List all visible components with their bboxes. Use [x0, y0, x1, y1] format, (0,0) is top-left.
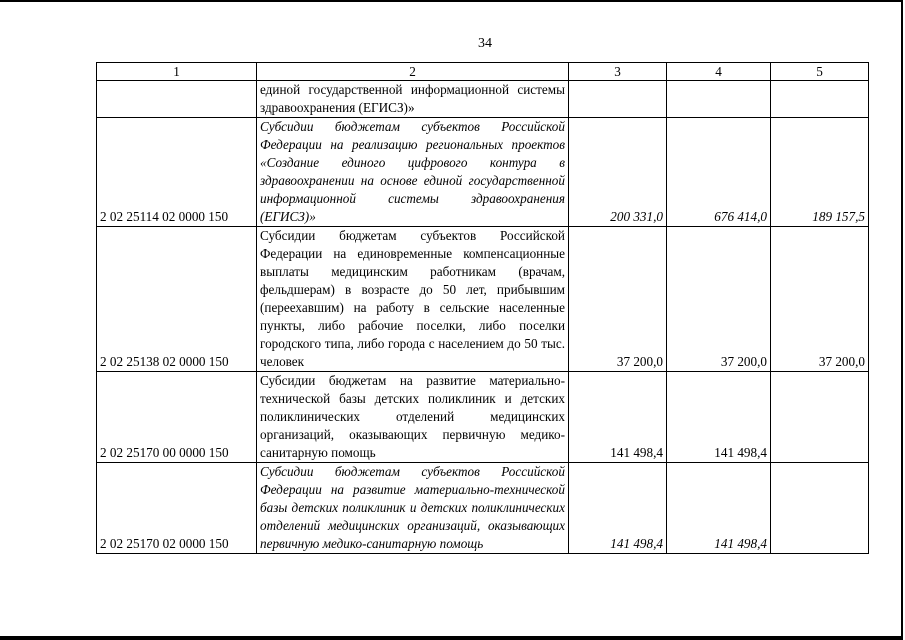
table-row [97, 81, 869, 118]
budget-code-cell: 2 02 25170 00 0000 150 [97, 372, 257, 463]
amount-cell-col4: 37 200,0 [667, 227, 771, 372]
budget-code-cell: 2 02 25170 02 0000 150 [97, 463, 257, 554]
column-header: 2 [257, 63, 569, 81]
amount-cell-col5 [771, 372, 869, 463]
amount-cell-col5 [771, 463, 869, 554]
page-number: 34 [478, 36, 492, 51]
table-header-row [97, 63, 869, 81]
column-header: 4 [667, 63, 771, 81]
description-cell: Субсидии бюджетам на развитие материально-технической базы детских поликлиник и детских поликлинических отделений медицинских организаций, оказывающих первичную медико-санитарную помощь [257, 372, 569, 463]
budget-code-cell: 2 02 25138 02 0000 150 [97, 227, 257, 372]
amount-cell-col4: 676 414,0 [667, 118, 771, 227]
description-cell: Субсидии бюджетам субъектов Российской Федерации на реализацию региональных проектов «Создание единого цифрового контура в здравоохранении на основе единой государственной информационной системы здравоохранения (ЕГИСЗ)» [257, 118, 569, 227]
amount-cell-col3 [569, 81, 667, 118]
budget-code-cell [97, 81, 257, 118]
amount-cell-col3: 141 498,4 [569, 372, 667, 463]
table-row [97, 227, 869, 372]
amount-cell-col4 [667, 81, 771, 118]
amount-cell-col5: 189 157,5 [771, 118, 869, 227]
table-row [97, 372, 869, 463]
description-cell: Субсидии бюджетам субъектов Российской Федерации на единовременные компенсационные выплаты медицинским работникам (врачам, фельдшерам) в возрасте до 50 лет, прибывшим (переехавшим) на работу в сельские населенные пункты, либо рабочие поселки, либо поселки городского типа, либо города с населением до 50 тыс. человек [257, 227, 569, 372]
budget-code-cell: 2 02 25114 02 0000 150 [97, 118, 257, 227]
amount-cell-col3: 141 498,4 [569, 463, 667, 554]
description-cell: единой государственной информационной системы здравоохранения (ЕГИСЗ)» [257, 81, 569, 118]
column-header: 5 [771, 63, 869, 81]
amount-cell-col4: 141 498,4 [667, 463, 771, 554]
table-row [97, 118, 869, 227]
amount-cell-col5: 37 200,0 [771, 227, 869, 372]
amount-cell-col3: 200 331,0 [569, 118, 667, 227]
amount-cell-col3: 37 200,0 [569, 227, 667, 372]
description-cell: Субсидии бюджетам субъектов Российской Федерации на развитие материально-технической базы детских поликлиник и детских поликлинических отделений медицинских организаций, оказывающих первичную медико-санитарную помощь [257, 463, 569, 554]
table-row [97, 463, 869, 554]
column-header: 3 [569, 63, 667, 81]
budget-table [96, 62, 869, 554]
amount-cell-col5 [771, 81, 869, 118]
column-header: 1 [97, 63, 257, 81]
amount-cell-col4: 141 498,4 [667, 372, 771, 463]
